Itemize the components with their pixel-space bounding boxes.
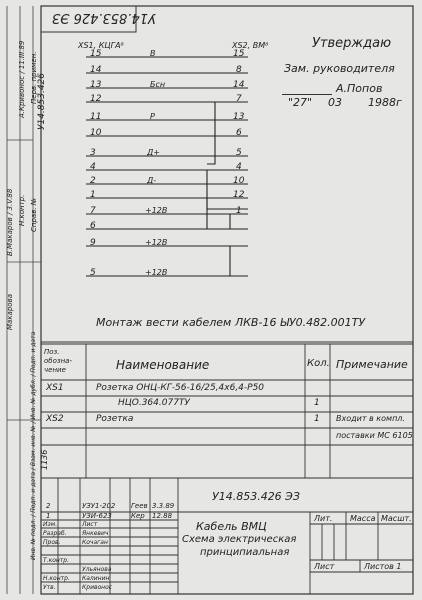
table-row-note: поставки МС 6105: [336, 431, 413, 440]
xs2-header: XS2, ВМ⁸: [232, 41, 269, 50]
xs1-pin: 7: [90, 206, 96, 216]
name-label: Кочаган: [82, 539, 108, 546]
table-row-pos: XS2: [46, 414, 64, 424]
approval-year: 1988г: [368, 96, 402, 109]
name-label: Кривонос: [82, 584, 113, 591]
name-label: Ульянова: [82, 566, 112, 573]
role-label: Пров.: [43, 539, 61, 546]
role-label: Изм.: [43, 521, 58, 528]
approval-month: 03: [328, 96, 342, 109]
table-row-pos: XS1: [46, 383, 64, 393]
strip-first-use: Перв. примен.: [30, 51, 38, 104]
wire-label: Бсн: [150, 80, 166, 89]
rev-doc: УЗИ-623: [82, 512, 112, 520]
strip-signature-2: Макарова: [6, 294, 14, 330]
xs2-pin: 8: [236, 65, 242, 75]
strip-ref-no: Справ. №: [30, 197, 38, 232]
mass-header: Масса: [350, 514, 376, 523]
xs1-pin: 3: [90, 148, 96, 158]
xs1-pin: 14: [90, 65, 102, 75]
table-row-name: Розетка ОНЦ-КГ-56-16/25,4x6,4-Р50: [96, 383, 265, 393]
xs2-pin: 6: [236, 128, 242, 138]
top-stamp: У14.853.426 ЭЗ: [52, 10, 156, 25]
xs2-pin: 10: [233, 176, 245, 186]
wire-label: +12В: [145, 238, 168, 247]
table-row-name: НЦО.364.077ТУ: [118, 398, 190, 408]
xs2-pin: 4: [236, 162, 242, 172]
xs2-pin: 1: [236, 206, 242, 216]
mount-note: Монтаж вести кабелем ЛКВ-16 ЫУ0.482.001ТУ: [96, 316, 366, 329]
sheet-label: Лист: [314, 562, 335, 571]
strip-inventory-no: 1136: [40, 449, 49, 470]
table-row-name: Розетка: [96, 414, 134, 424]
table-row-qty: 1: [314, 414, 320, 424]
xs1-pin: 11: [90, 112, 102, 122]
rev-sig: Геев: [131, 502, 148, 510]
xs1-pin: 2: [90, 176, 96, 186]
xs1-pin: 1: [90, 190, 96, 200]
title-line-2: Схема электрическая: [182, 534, 297, 545]
strip-signature-1: А.Кривонос / 11.III.89: [18, 40, 26, 118]
xs2-pin: 13: [233, 112, 245, 122]
approval-name: А.Попов: [336, 82, 383, 95]
rev-doc: УЗУ1-202: [82, 502, 116, 510]
xs2-pin: 7: [236, 94, 242, 104]
rev-no: 1: [46, 512, 51, 520]
approval-day: "27": [288, 96, 313, 109]
wire-label: Д-: [147, 176, 157, 185]
wire-label: В: [150, 49, 156, 58]
xs1-pin: 12: [90, 94, 102, 104]
sheets-label: Листов 1: [364, 562, 402, 571]
title-block-code: У14.853.426 ЭЗ: [212, 490, 300, 503]
table-row-qty: 1: [314, 398, 320, 408]
xs1-pin: 10: [90, 128, 102, 138]
strip-code: У14.853.426: [37, 72, 47, 130]
name-label: Калинин: [82, 575, 110, 582]
wire-label: Р: [150, 112, 155, 121]
table-header-note: Примечание: [336, 358, 408, 371]
rev-date: 12.88: [152, 512, 173, 520]
role-label: Утв.: [43, 584, 56, 591]
strip-signature-3: В.Макаров / 3.V.88: [6, 188, 14, 256]
wire-label: +12В: [145, 268, 168, 277]
lit-header: Лит.: [314, 514, 333, 523]
role-label: Н.контр.: [43, 575, 70, 582]
rev-no: 2: [46, 502, 51, 510]
xs1-header: XS1, КЦГА⁸: [78, 41, 124, 50]
wire-label: +12В: [145, 206, 168, 215]
table-row-note: Входит в компл.: [336, 414, 405, 423]
role-label: Т.контр.: [43, 557, 70, 564]
strip-inventory-labels: Инв. № подл. / Подп. и дата / Взам. инв. № / Инв. № дубл. / Подп. и дата: [30, 331, 37, 560]
table-header-pos: Поз. обозна- чение: [44, 348, 72, 374]
xs1-pin: 15: [90, 49, 102, 59]
xs1-pin: 5: [90, 268, 96, 278]
approval-position: Зам. руководителя: [284, 62, 395, 75]
strip-n-control: Н.контр.: [18, 194, 26, 226]
scale-header: Масшт.: [381, 514, 412, 523]
role-label: Разраб.: [43, 530, 67, 537]
xs2-pin: 5: [236, 148, 242, 158]
table-header-qty: Кол.: [307, 358, 330, 369]
xs2-pin: 15: [233, 49, 245, 59]
title-line-3: принципиальная: [200, 547, 290, 558]
xs2-pin: 12: [233, 190, 245, 200]
title-line-1: Кабель ВМЦ: [196, 520, 267, 533]
rev-date: 3.3.89: [152, 502, 175, 510]
xs1-pin: 9: [90, 238, 96, 248]
rev-sig: Кер: [131, 512, 145, 520]
name-label: Янкевич: [82, 530, 109, 537]
table-header-name: Наименование: [116, 358, 210, 372]
wire-label: Д+: [147, 148, 160, 157]
xs1-pin: 6: [90, 221, 96, 231]
approval-title: Утверждаю: [312, 36, 392, 51]
xs1-pin: 4: [90, 162, 96, 172]
xs2-pin: 14: [233, 80, 245, 90]
xs1-pin: 13: [90, 80, 102, 90]
name-label: Лист: [82, 521, 98, 528]
